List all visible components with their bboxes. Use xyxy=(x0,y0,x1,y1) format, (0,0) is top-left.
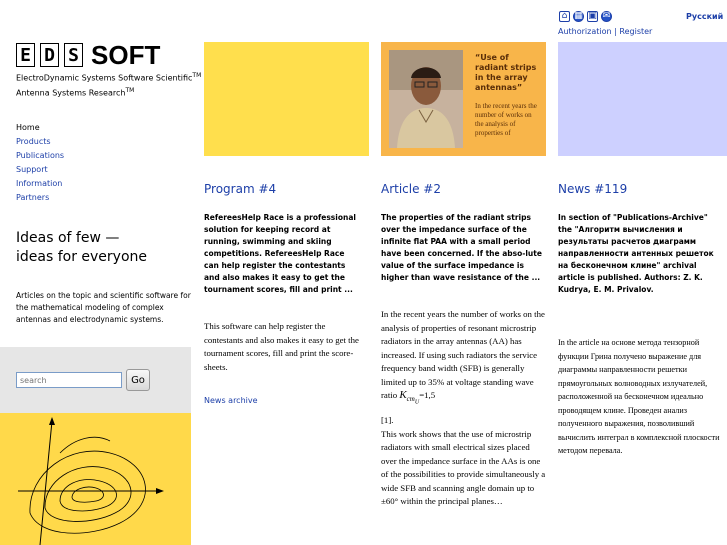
tagline-line2: Antenna Systems Research xyxy=(16,88,126,98)
formula-sub: cт xyxy=(406,395,415,404)
tagline xyxy=(16,70,201,99)
nav-item-support[interactable]: Support xyxy=(16,165,48,174)
about-text: Articles on the topic and scientific software for the mathematical modeling of complex antennas and electrodynamic systems. xyxy=(16,291,191,324)
article-title[interactable]: Article #2 xyxy=(381,182,441,196)
mail-icon[interactable]: ✉ xyxy=(602,11,611,21)
search-button[interactable]: Go xyxy=(126,369,150,391)
program-tile[interactable] xyxy=(204,42,369,156)
article-body-part2: [1]. xyxy=(381,415,394,426)
main-nav xyxy=(16,121,64,205)
portrait-image xyxy=(389,50,463,148)
auth-separator: | xyxy=(614,27,617,36)
program-title[interactable]: Program #4 xyxy=(204,182,277,196)
authorization-link[interactable]: Authorization xyxy=(558,27,612,36)
article-summary: The properties of the radiant strips over the impedance surface of the infinite flat PAA with a small period have been concerned. If the abso-lute value of the surface impedance is higher than wave resistance of the ... xyxy=(381,213,542,282)
home-icon[interactable]: ⌂ xyxy=(559,11,570,22)
article-tile-excerpt: In the recent years the number of works on the analysis of properties of xyxy=(475,102,537,137)
slogan-line1: Ideas of few — xyxy=(16,230,120,246)
slogan-line2: ideas for everyone xyxy=(16,249,148,265)
author-photo xyxy=(389,50,463,148)
tagline-tm1: TM xyxy=(192,72,202,79)
news-archive-link[interactable]: News archive xyxy=(204,396,258,405)
article-body-part3: This work shows that the use of microstrip radiators with small electrical sizes placed over the impedance surface in the AAs is one of the possibilities to provide simultaneously a wide SFB and scanning angle domain up to ±60° within the principal planes… xyxy=(381,428,546,507)
sitemap-icon[interactable]: ▦ xyxy=(574,11,583,21)
news-title[interactable]: News #119 xyxy=(558,182,628,196)
logo-letter-s: S xyxy=(64,43,83,67)
tagline-line1: ElectroDynamic Systems Software Scientific xyxy=(16,73,193,83)
tagline-tm2: TM xyxy=(125,86,135,94)
sidebar-illustration xyxy=(0,413,191,545)
news-summary: In section of "Publications-Archive" the "Алгоритм вычисления и результаты расчетов диаграмм направленности антенных решеток на бесконечном клине" archival article is published. Authors: Z. K. Kudrya, E. M. Privalov. xyxy=(558,213,714,294)
language-link[interactable]: Русский xyxy=(686,12,724,21)
search-input[interactable] xyxy=(16,372,122,388)
logo-soft: SOFT xyxy=(91,39,161,70)
formula-value: =1,5 xyxy=(419,390,436,400)
register-link[interactable]: Register xyxy=(619,27,653,36)
header-icons xyxy=(559,11,612,22)
slogan xyxy=(16,229,147,267)
nav-item-information[interactable]: Information xyxy=(16,179,63,188)
program-summary: RefereesHelp Race is a professional solution for keeping record at running, swimming and skiing competitions. RefereesHelp Race can help register the contestants and also makes it easy to get the tournament scores, fill and print ... xyxy=(204,213,356,294)
logo-letter-e: E xyxy=(16,43,35,67)
nav-item-products[interactable]: Products xyxy=(16,137,51,146)
nav-item-home[interactable]: Home xyxy=(16,123,40,132)
nav-item-publications[interactable]: Publications xyxy=(16,151,65,160)
formula-subsub: U xyxy=(414,399,420,406)
nav-item-partners[interactable]: Partners xyxy=(16,193,50,202)
news-tile[interactable] xyxy=(558,42,727,156)
article-body xyxy=(381,308,547,509)
article-body-part1: In the recent years the number of works on the analysis of properties of resonant microstrip radiators in the array antennas (AA) has increased. If using such radiators the service frequency band width (SFB) is generally limited up to 35% at voltage standing wave ratio xyxy=(381,309,545,400)
print-icon[interactable]: ▣ xyxy=(588,11,597,21)
auth-links xyxy=(558,27,652,36)
article-tile-quote: “Use of radiant strips in the array antennas” xyxy=(475,53,537,92)
contour-plot-illustration xyxy=(0,413,191,545)
formula-symbol: K xyxy=(399,389,407,401)
program-body: This software can help register the contestants and also makes it easy to get the tournament scores, fill and print the score-sheets. xyxy=(204,321,359,372)
vswr-formula xyxy=(399,389,420,406)
logo[interactable] xyxy=(16,39,190,70)
logo-letter-d: D xyxy=(40,43,59,67)
news-body: In the article на основе метода тензорной функции Грина получено выражение для диаграммы направленности решетки прямоугольных волноводных излучателей, расположенной на бесконечном идеально проводящем клине. Проведен анализ полученного выражения, позволивший вычислить интеграл в комплексной плоскости методом перевала. xyxy=(558,338,720,455)
